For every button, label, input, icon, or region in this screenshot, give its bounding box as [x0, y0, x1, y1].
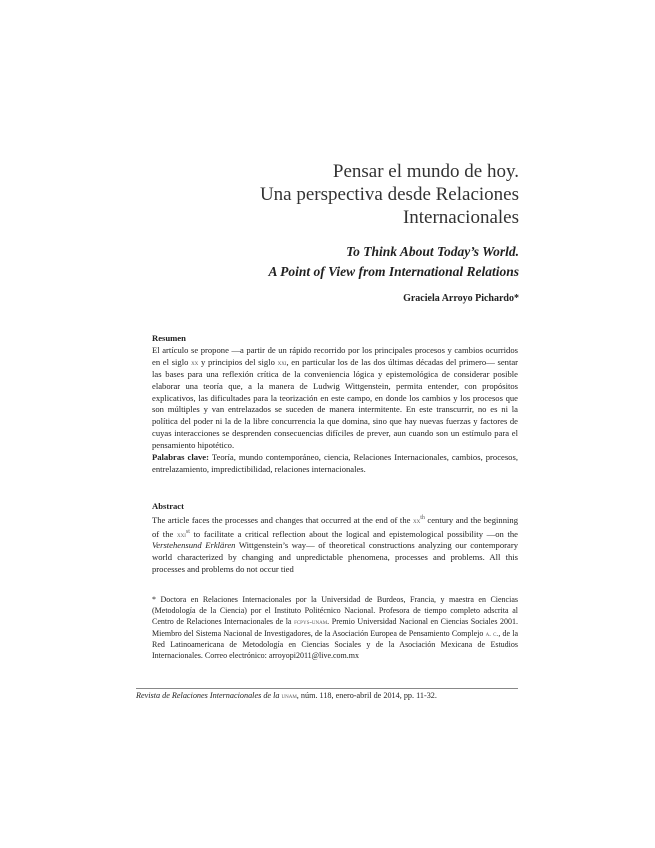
- article-title-es: [260, 160, 519, 229]
- keywords-label: Palabras clave:: [152, 452, 209, 463]
- title-line: Una perspectiva desde Relaciones: [259, 184, 519, 205]
- author-footnote: * Doctora en Relaciones Internacionales por la Universidad de Burdeos, Francia, y maestra en Ciencias (Metodología de la Ciencia) por el Instituto Politécnico Nacional. Profesora de tiempo completo adscrita al Centro de Relaciones Internacionales de la fcpys-unam. Premio Universidad Nacional en Ciencias Sociales 2001. Miembro del Sistema Nacional de Investigadores, de la Asociación Europea de Pensamiento Complejo a. c., de la Red Latinoamericana de Metodología en Ciencias Sociales y de la Asociación Mexicana de Estudios Internacionales. Correo electrónico: arroyopi2011@live.com.mx: [152, 595, 519, 661]
- title-line: Internacionales: [402, 207, 519, 228]
- resumen-section: [152, 333, 518, 476]
- resumen-body: El artículo se propone —a partir de un rápido recorrido por los principales procesos y cambios ocurridos en el siglo xx y principios del siglo xxi, en particular los de las dos últimas décadas del primero— sentar las bases para una reflexión crítica de la conveniencia lógica y epistemológica de considerar posible elaborar una teoría que, a la manera de Ludwig Wittgenstein, permita entender, con propósitos explicativos, las dificultades para la teorización en este campo, en donde los cambios y los procesos que son múltiples y van entrelazados se suceden de manera intermitente. En este transcurrir, no es ni la política del poder ni la de la libre concurrencia la que domina, sino que hay nuevas fuerzas y factores de cuyas interacciones se desprenden consecuencias difíciles de prever, aun cuando son un estímulo para el pensamiento hipotético.: [152, 344, 519, 451]
- abstract-section: [152, 501, 518, 576]
- author-name: Graciela Arroyo Pichardo*: [403, 293, 519, 304]
- title-line: Pensar el mundo de hoy.: [332, 161, 519, 182]
- article-title-en: [268, 242, 519, 282]
- title-line: To Think About Today’s World.: [346, 244, 519, 259]
- title-line: A Point of View from International Relations: [268, 264, 519, 279]
- abstract-heading: Abstract: [152, 501, 184, 511]
- footer-divider: [136, 688, 518, 689]
- resumen-heading: Resumen: [152, 333, 186, 343]
- abstract-body: The article faces the processes and changes that occurred at the end of the $xx^{th}$ century and the beginning of the xxi$^{st}$ to facilitate a critical reflection about the logical and epistemological possibility —on the Verstehensund Erklären Wittgenstein’s way— of theoretical constructions analyzing our contemporary world characterized by changing and unpredictable phenomena, processes and problems. All this processes and problems do not occur tied: [152, 514, 519, 575]
- journal-citation: Revista de Relaciones Internacionales de la unam, núm. 118, enero-abril de 2014, pp. 11-32.: [136, 691, 437, 700]
- keywords: Palabras clave: Teoría, mundo contemporáneo, ciencia, Relaciones Internacionales, cambios, procesos, entrelazamiento, impredictibilidad, relaciones internacionales.: [152, 452, 518, 474]
